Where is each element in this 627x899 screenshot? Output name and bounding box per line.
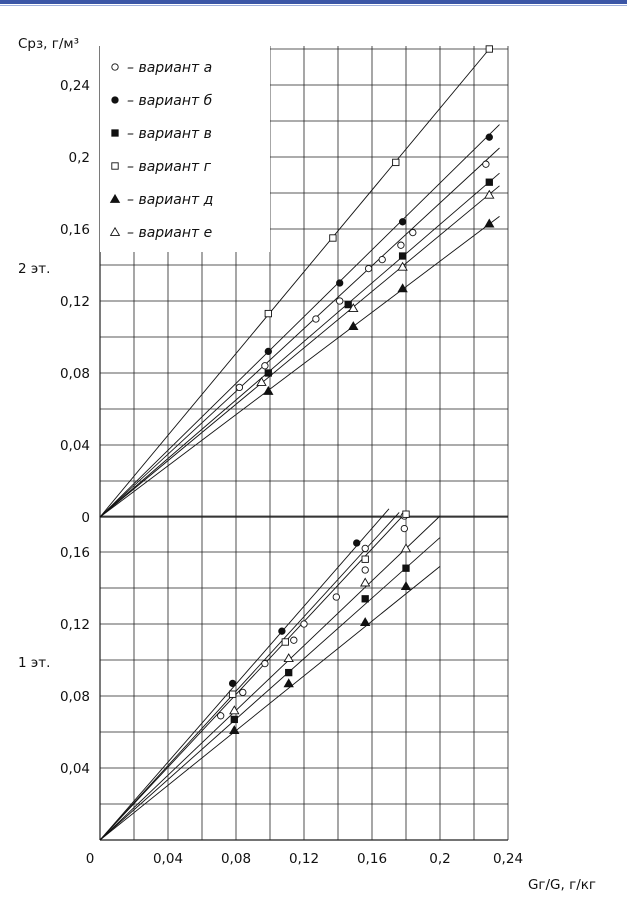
data-point-lower [403, 565, 409, 571]
data-point-upper [393, 159, 399, 165]
data-point-lower [362, 545, 368, 551]
lower-panel-label: 1 эт. [18, 655, 51, 671]
data-point-upper [257, 378, 266, 386]
fit-line-upper [100, 216, 500, 517]
data-point-upper [265, 348, 271, 354]
data-point-lower [218, 713, 224, 719]
data-point-upper [486, 46, 492, 52]
upper-panel-label: 2 эт. [18, 261, 51, 277]
y-tick-label-upper: 0,04 [59, 438, 90, 454]
y-tick-label-lower: 0,08 [59, 689, 90, 705]
data-point-lower [291, 637, 297, 643]
y-tick-label-upper: 0,08 [59, 366, 90, 382]
data-point-upper [236, 384, 242, 390]
y-axis-title: Срз, г/м³ [18, 36, 79, 52]
legend-entry: – вариант д [127, 192, 214, 208]
x-tick-label: 0,08 [220, 851, 252, 867]
data-point-lower [333, 594, 339, 600]
data-point-upper [345, 301, 351, 307]
data-point-lower [403, 511, 409, 517]
data-point-lower [230, 706, 239, 714]
y-tick-label-upper: 0,24 [59, 78, 90, 94]
data-point-lower [362, 556, 368, 562]
y-tick-label-lower: 0,04 [59, 761, 90, 777]
data-point-lower [362, 596, 368, 602]
data-point-upper [410, 229, 416, 235]
data-point-lower [361, 578, 370, 586]
data-point-upper [485, 219, 494, 227]
data-point-upper [337, 280, 343, 286]
data-point-lower [402, 582, 411, 590]
data-point-upper [365, 265, 371, 271]
y-tick-label-upper: 0,2 [68, 150, 90, 166]
data-point-lower [284, 679, 293, 687]
x-tick-label: 0 [85, 851, 95, 867]
legend-entry: – вариант е [127, 225, 213, 241]
legend-marker [112, 163, 118, 169]
data-point-lower [279, 628, 285, 634]
y-tick-label-lower: 0,12 [59, 617, 90, 633]
data-point-lower [240, 689, 246, 695]
y-tick-label-upper: 0,16 [59, 222, 90, 238]
fit-line-lower [100, 512, 406, 840]
legend [100, 40, 270, 252]
data-point-upper [337, 298, 343, 304]
data-point-lower [301, 621, 307, 627]
data-point-upper [265, 310, 271, 316]
data-point-upper [330, 235, 336, 241]
x-axis-title: Gг/G, г/кг [527, 877, 596, 893]
data-point-upper [379, 256, 385, 262]
data-point-lower [401, 525, 407, 531]
data-point-lower [282, 639, 288, 645]
x-tick-label: 0,2 [429, 851, 451, 867]
data-point-upper [486, 179, 492, 185]
data-point-lower [229, 680, 235, 686]
legend-entry: – вариант а [127, 60, 213, 76]
fit-line-lower [100, 509, 389, 840]
data-point-upper [399, 219, 405, 225]
y-tick-label-upper: 0,12 [59, 294, 90, 310]
data-point-upper [313, 316, 319, 322]
data-point-upper [265, 370, 271, 376]
data-point-lower [229, 691, 235, 697]
y-tick-label-upper: 0 [81, 510, 90, 526]
legend-marker [112, 97, 118, 103]
data-point-upper [483, 161, 489, 167]
data-point-lower [362, 567, 368, 573]
x-tick-label: 0,04 [152, 851, 184, 867]
data-point-upper [349, 322, 358, 330]
data-point-upper [486, 134, 492, 140]
legend-marker [112, 64, 118, 70]
data-point-upper [398, 242, 404, 248]
legend-entry: – вариант б [127, 93, 213, 109]
data-point-upper [262, 363, 268, 369]
legend-entry: – вариант г [127, 159, 211, 175]
data-point-lower [262, 660, 268, 666]
data-point-lower [286, 669, 292, 675]
x-tick-label: 0,16 [356, 851, 388, 867]
data-point-lower [231, 716, 237, 722]
legend-entry: – вариант в [127, 126, 212, 142]
x-tick-label: 0,24 [492, 851, 524, 867]
data-point-upper [399, 253, 405, 259]
fit-line-lower [100, 512, 399, 840]
legend-marker [112, 130, 118, 136]
y-tick-label-lower: 0,16 [59, 545, 90, 561]
data-point-lower [361, 618, 370, 626]
x-tick-label: 0,12 [288, 851, 320, 867]
data-point-lower [354, 540, 360, 546]
